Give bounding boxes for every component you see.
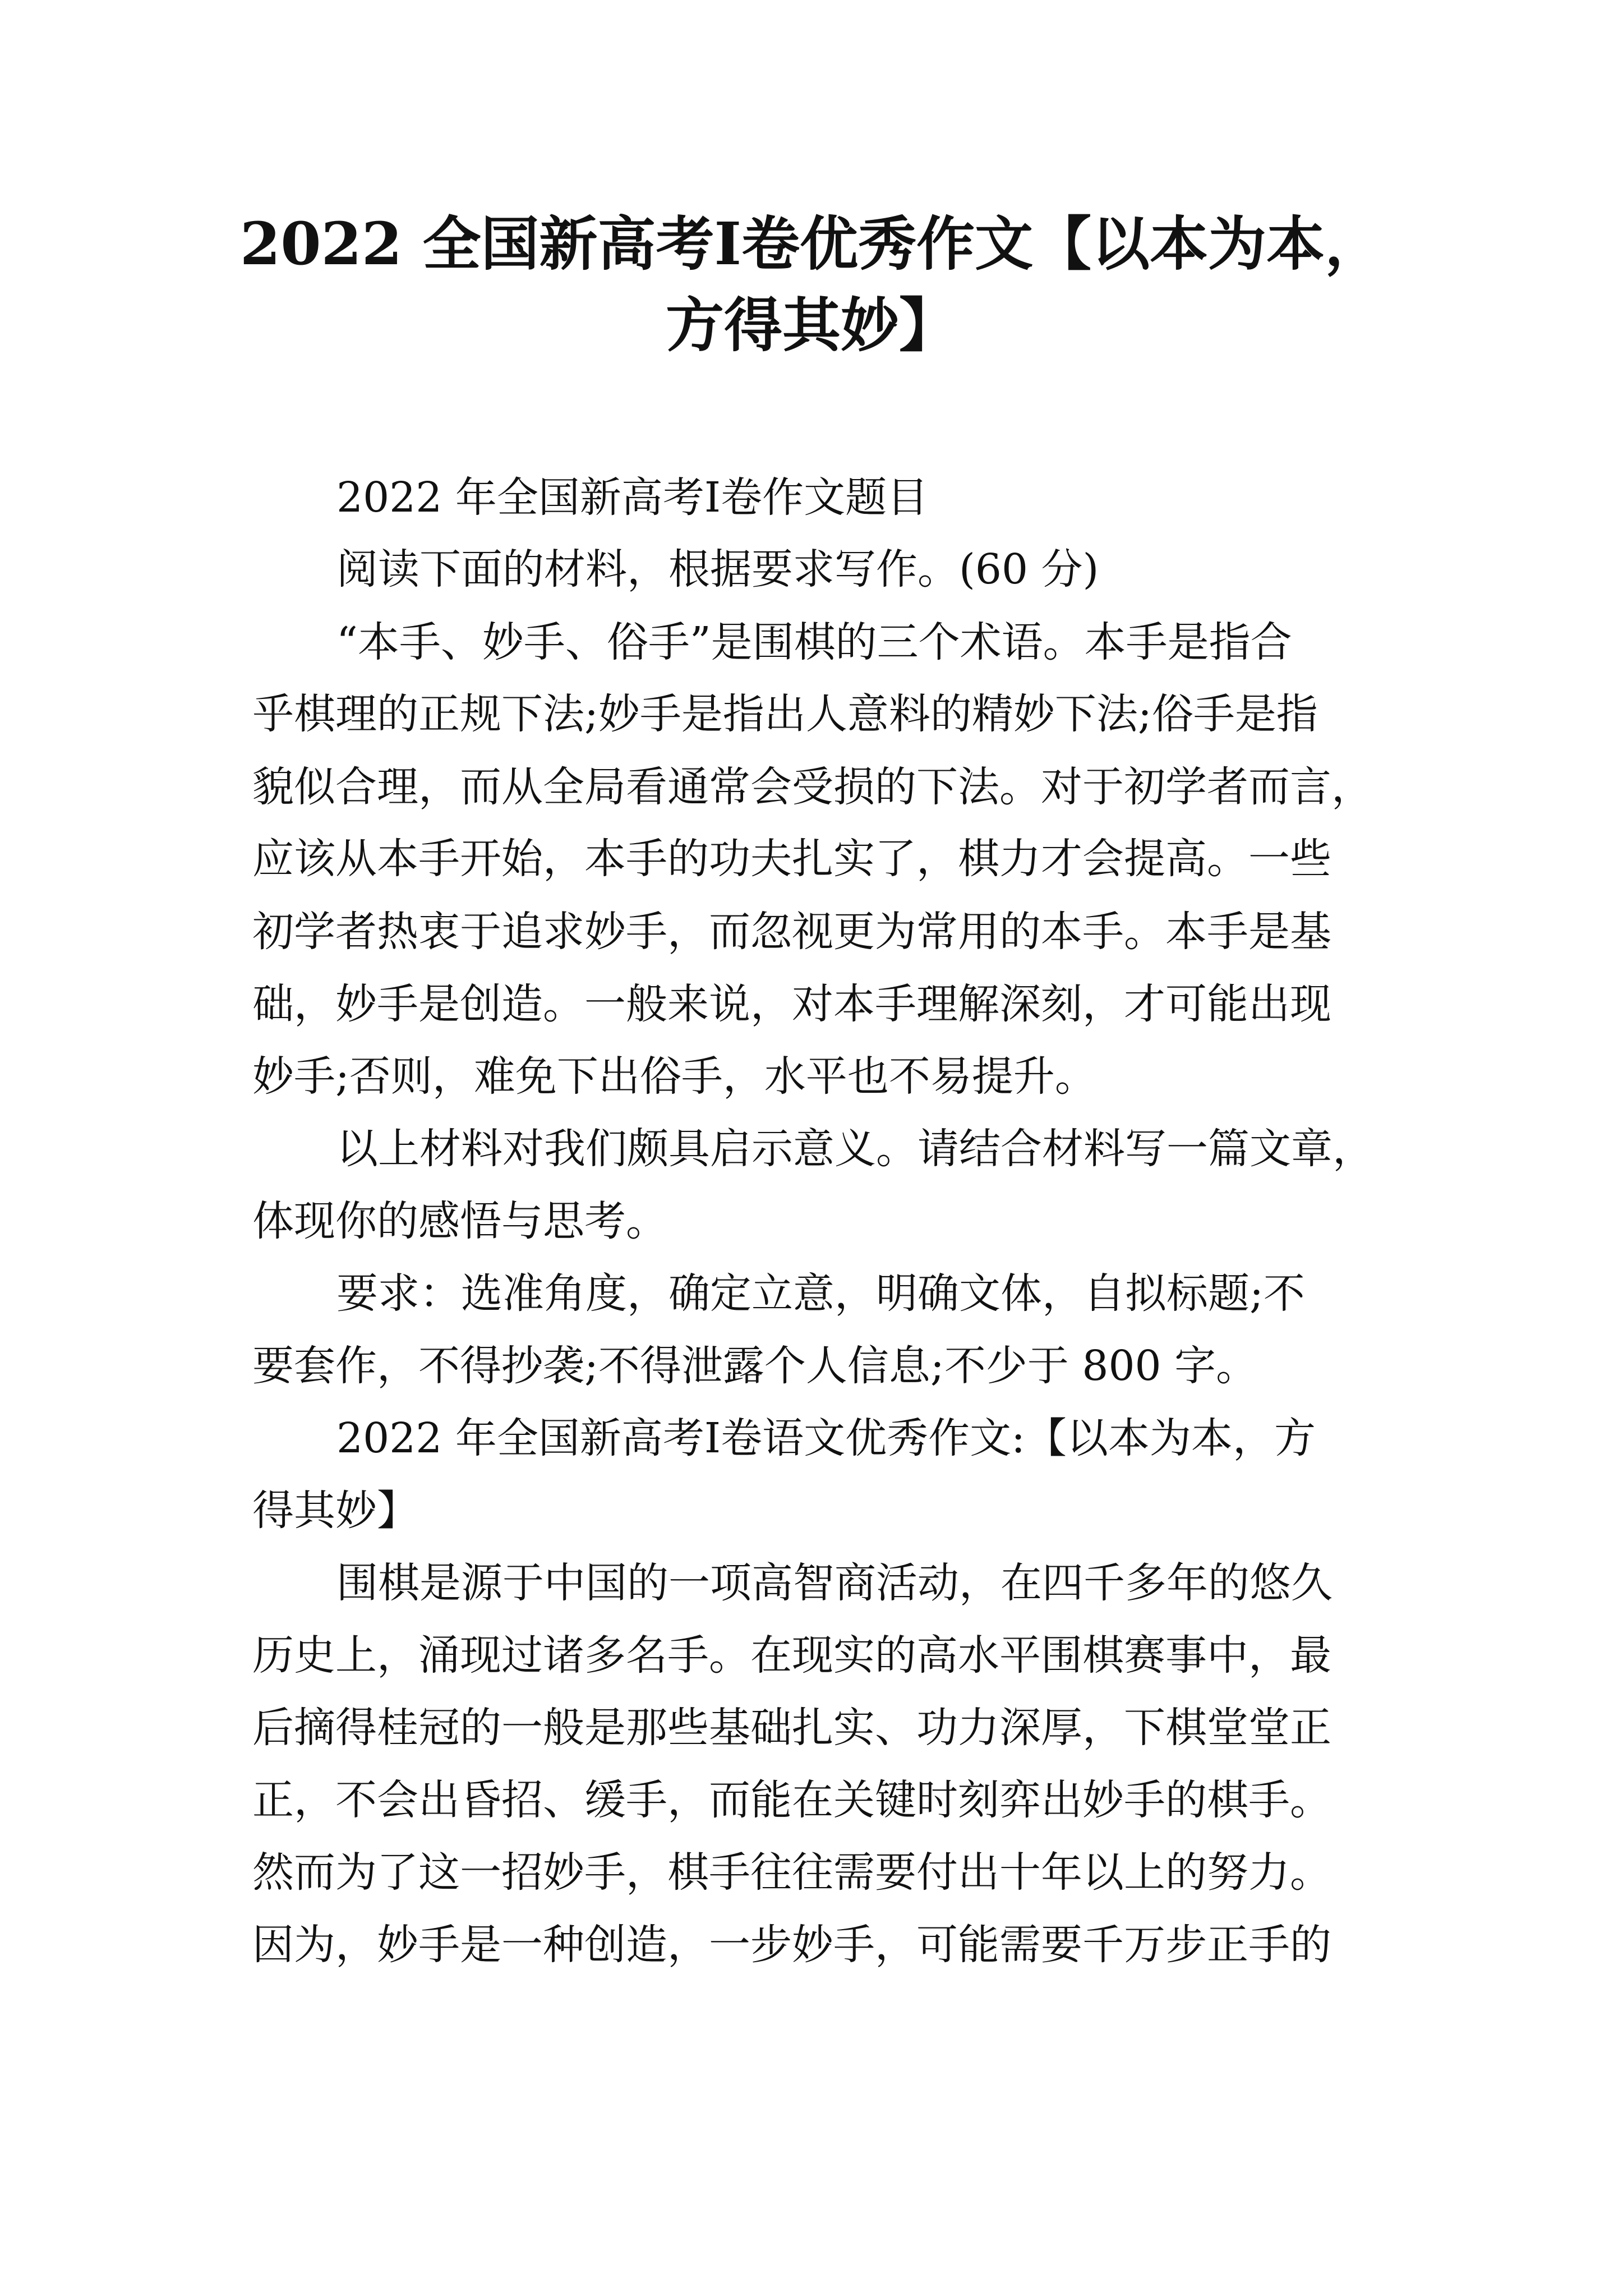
body-line-12: 要求：选准角度，确定立意，明确文体，自拟标题;不 xyxy=(336,1269,1305,1318)
body-line-15: 得其妙】 xyxy=(252,1487,418,1535)
body-line-2: 阅读下面的材料，根据要求写作。(60 分) xyxy=(336,545,1099,593)
body-line-18: 后摘得桂冠的一般是那些基础扎实、功力深厚，下棋堂堂正 xyxy=(252,1704,1331,1752)
body-line-13: 要套作，不得抄袭;不得泄露个人信息;不少于 800 字。 xyxy=(252,1342,1258,1390)
body-line-3: “本手、妙手、俗手”是围棋的三个术语。本手是指合 xyxy=(336,618,1292,666)
body-line-10: 以上材料对我们颇具启示意义。请结合材料写一篇文章， xyxy=(336,1125,1374,1173)
body-line-6: 应该从本手开始，本手的功夫扎实了，棋力才会提高。一些 xyxy=(252,835,1331,883)
body-line-14: 2022 年全国新高考Ⅰ卷语文优秀作文:【以本为本，方 xyxy=(336,1414,1316,1462)
body-line-21: 因为，妙手是一种创造，一步妙手，可能需要千万步正手的 xyxy=(252,1921,1331,1969)
body-line-4: 乎棋理的正规下法;妙手是指出人意料的精妙下法;俗手是指 xyxy=(252,690,1318,738)
body-line-1: 2022 年全国新高考Ⅰ卷作文题目 xyxy=(336,473,929,522)
body-line-17: 历史上，涌现过诸多名手。在现实的高水平围棋赛事中，最 xyxy=(252,1631,1331,1680)
body-line-20: 然而为了这一招妙手，棋手往往需要付出十年以上的努力。 xyxy=(252,1848,1331,1897)
body-line-5: 貌似合理，而从全局看通常会受损的下法。对于初学者而言， xyxy=(252,763,1373,811)
document-title-line-2: 方得其妙】 xyxy=(665,291,957,360)
body-line-19: 正，不会出昏招、缓手，而能在关键时刻弈出妙手的棋手。 xyxy=(252,1776,1331,1824)
body-line-16: 围棋是源于中国的一项高智商活动，在四千多年的悠久 xyxy=(336,1559,1332,1607)
body-line-8: 础，妙手是创造。一般来说，对本手理解深刻，才可能出现 xyxy=(252,980,1331,1028)
document-title-line-1: 2022 全国新高考Ⅰ卷优秀作文【以本为本， xyxy=(239,209,1384,278)
body-line-7: 初学者热衷于追求妙手，而忽视更为常用的本手。本手是基 xyxy=(252,908,1331,956)
body-line-11: 体现你的感悟与思考。 xyxy=(252,1197,667,1245)
body-line-9: 妙手;否则，难免下出俗手，水平也不易提升。 xyxy=(252,1052,1096,1101)
